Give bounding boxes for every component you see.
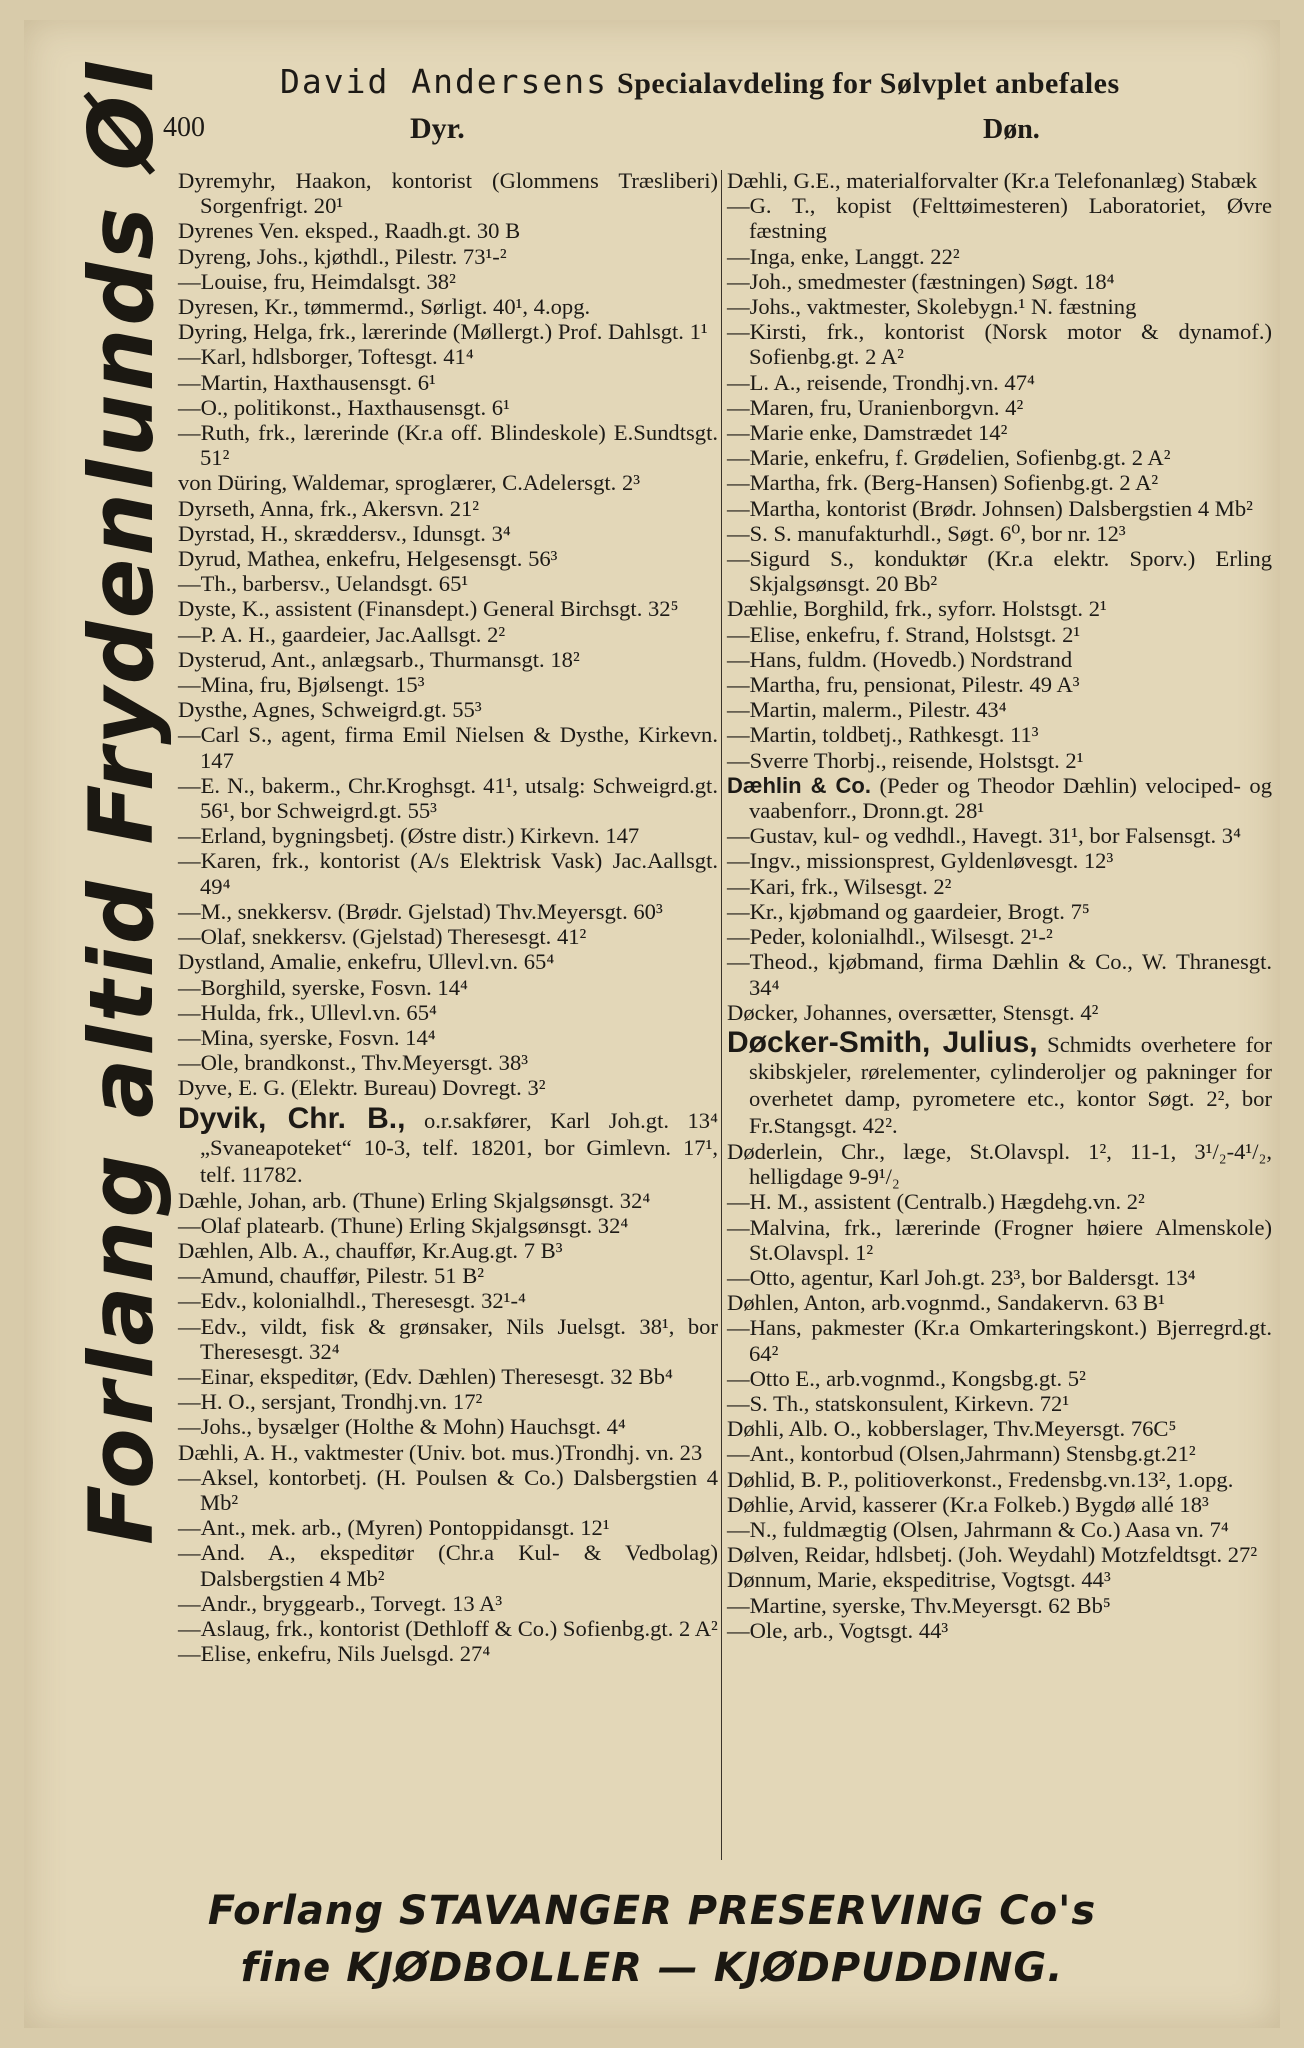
entry-text: —O., politikonst., Haxthausensgt. 6¹: [178, 394, 510, 420]
directory-entry: [727, 521, 1272, 546]
entry-text: —Otto, agentur, Karl Joh.gt. 23³, bor Baldersgt. 13⁴: [727, 1264, 1196, 1290]
directory-entry: [727, 370, 1272, 395]
directory-entry: [178, 848, 718, 898]
page-number: 400: [163, 112, 205, 143]
entry-text: —Hans, fuldm. (Hovedb.) Nordstrand: [727, 646, 1073, 672]
entry-text: Døhlen, Anton, arb.vognmd., Sandakervn. 63 B¹: [727, 1290, 1165, 1316]
directory-entry: [178, 319, 718, 344]
entry-text: —Mina, fru, Bjølsengt. 15³: [178, 672, 425, 698]
entry-text: —S. Th., statskonsulent, Kirkevn. 72¹: [727, 1390, 1070, 1416]
entry-text: Dæhlen, Alb. A., chauffør, Kr.Aug.gt. 7 B³: [178, 1237, 563, 1263]
entry-text: —Martin, Haxthausensgt. 6¹: [178, 369, 436, 395]
directory-entry: [727, 1517, 1272, 1542]
directory-entry: [178, 722, 718, 772]
entry-text: von Düring, Waldemar, sproglærer, C.Adelersgt. 2³: [178, 470, 641, 496]
entry-name: Dyvik, Chr. B.,: [178, 1101, 406, 1135]
directory-entry: [727, 193, 1272, 243]
entry-text: —Malvina, frk., lærerinde (Frogner høiere Almenskole) St.Olavspl. 1²: [727, 1214, 1272, 1265]
directory-entry: [178, 1263, 718, 1288]
directory-entry: [178, 1238, 718, 1263]
directory-entry: [178, 269, 718, 294]
directory-entry: [178, 546, 718, 571]
entry-text: Dyresen, Kr., tømmermd., Sørligt. 40¹, 4.opg.: [178, 294, 591, 320]
entry-text: —Ant., mek. arb., (Myren) Pontoppidansgt. 12¹: [178, 1515, 610, 1541]
directory-entry: [178, 647, 718, 672]
entry-text: —Edv., kolonialhdl., Theresesgt. 32¹-⁴: [178, 1288, 526, 1314]
directory-entry: [727, 420, 1272, 445]
entry-text: —Einar, ekspeditør, (Edv. Dæhlen) Theresesgt. 32 Bb⁴: [178, 1363, 673, 1389]
entry-text: —Th., barbersv., Uelandsgt. 65¹: [178, 571, 469, 597]
directory-entry: [727, 244, 1272, 269]
entry-text: Dysthe, Agnes, Schweigrd.gt. 55³: [178, 697, 482, 723]
entry-text: —Erland, bygningsbetj. (Østre distr.) Kirkevn. 147: [178, 823, 640, 849]
entry-text: —Kirsti, frk., kontorist (Norsk motor & dynamof.) Sofienbg.gt. 2 A²: [727, 319, 1272, 370]
entry-text: —Johs., vaktmester, Skolebygn.¹ N. fæstning: [727, 294, 1137, 320]
bottom-ad-line-2: fine KJØDBOLLER — KJØDPUDDING.: [240, 1945, 1064, 1991]
entry-text: —Karl, hdlsborger, Toftesgt. 41⁴: [178, 344, 474, 370]
entry-text: —Ruth, frk., lærerinde (Kr.a off. Blindeskole) E.Sundtsgt. 51²: [178, 420, 718, 471]
entry-text: —And. A., ekspeditør (Chr.a Kul- & Vedbolag) Dalsbergstien 4 Mb²: [178, 1540, 718, 1591]
entry-text: Dyremyhr, Haakon, kontorist (Glommens Træsliberi) Sorgenfrigt. 20¹: [178, 168, 718, 219]
entry-text: —Amund, chauffør, Pilestr. 51 B²: [178, 1263, 485, 1289]
entry-text: —Olaf, snekkersv. (Gjelstad) Theresesgt. 41²: [178, 924, 587, 950]
entry-text: —Louise, fru, Heimdalsgt. 38²: [178, 268, 456, 294]
directory-entry: [727, 1265, 1272, 1290]
entry-text: Dæhle, Johan, arb. (Thune) Erling Skjalgsønsgt. 32⁴: [178, 1187, 651, 1213]
entry-text: —Olaf platearb. (Thune) Erling Skjalgsønsgt. 32⁴: [178, 1212, 629, 1238]
entry-text: —Martin, toldbetj., Rathkesgt. 11³: [727, 722, 1039, 748]
directory-entry: [178, 773, 718, 823]
entry-text: —Sigurd S., konduktør (Kr.a elektr. Sporv.) Erling Skjalgsønsgt. 20 Bb²: [727, 546, 1272, 597]
entry-text: Døcker, Johannes, oversætter, Stensgt. 4²: [727, 999, 1099, 1025]
directory-entry: [727, 1315, 1272, 1365]
directory-entry: [178, 1050, 718, 1075]
entry-text: Døderlein, Chr., læge, St.Olavspl. 1², 11-1, 3¹/₂-4¹/₂, helligdage 9-9¹/₂: [727, 1138, 1272, 1190]
directory-entry: [178, 1288, 718, 1313]
directory-entry: [727, 924, 1272, 949]
directory-entry: [727, 1618, 1272, 1643]
entry-text: —Ole, arb., Vogtsgt. 44³: [727, 1617, 949, 1643]
entry-text: —Mina, syerske, Fosvn. 14⁴: [178, 1024, 436, 1050]
entry-text: —Otto E., arb.vognmd., Kongsbg.gt. 5²: [727, 1365, 1086, 1391]
directory-entry: [727, 1000, 1272, 1025]
side-advertisement: Forlang altid Frydenlunds Øl: [70, 59, 173, 1545]
directory-entry: [727, 899, 1272, 924]
entry-text: —Maren, fru, Uranienborgvn. 4²: [727, 394, 1024, 420]
entry-text: Dyrseth, Anna, frk., Akersvn. 21²: [178, 495, 480, 521]
entry-text: Døhlid, B. P., politioverkonst., Fredensbg.vn.13², 1.opg.: [727, 1466, 1234, 1492]
entry-text: Dysterud, Ant., anlægsarb., Thurmansgt. 18²: [178, 646, 580, 672]
guide-word-left: Dyr.: [410, 112, 465, 145]
directory-entry: [178, 975, 718, 1000]
directory-entry: [727, 1467, 1272, 1492]
entry-text: Dæhlie, Borghild, frk., syforr. Holstsgt. 2¹: [727, 596, 1107, 622]
directory-entry: [178, 697, 718, 722]
directory-entry: [178, 1465, 718, 1515]
entry-text: —Ingv., missionsprest, Gyldenløvesgt. 12³: [727, 848, 1114, 874]
header-advertisement: [280, 62, 1280, 102]
right-column: [727, 168, 1272, 1643]
entry-text: —Ole, brandkonst., Thv.Meyersgt. 38³: [178, 1050, 529, 1076]
directory-entry: [178, 622, 718, 647]
entry-text: —Inga, enke, Langgt. 22²: [727, 243, 960, 269]
entry-text: Døhli, Alb. O., kobberslager, Thv.Meyersgt. 76C⁵: [727, 1416, 1177, 1442]
entry-text: Schmidts overhetere for skibskjeler, rørelementer, cylinderoljer og pakninger for overhetet damp, pyrometere etc., kontor Søgt. 2², bor Fr.Stangsgt. 42².: [749, 1031, 1272, 1138]
entry-text: —Theod., kjøbmand, firma Dæhlin & Co., W. Thranesgt. 34⁴: [727, 949, 1272, 1000]
directory-entry: [727, 773, 1272, 823]
entry-text: —L. A., reisende, Trondhj.vn. 47⁴: [727, 369, 1035, 395]
directory-entry: [178, 899, 718, 924]
entry-text: —S. S. manufakturhdl., Søgt. 6⁰, bor nr. 12³: [727, 520, 1126, 546]
entry-text: —Karen, frk., kontorist (A/s Elektrisk Vask) Jac.Aallsgt. 49⁴: [178, 848, 718, 899]
entry-text: —Gustav, kul- og vedhdl., Havegt. 31¹, bor Falsensgt. 3⁴: [727, 823, 1241, 849]
directory-entry: [727, 697, 1272, 722]
directory-entry: [178, 420, 718, 470]
directory-entry: [178, 1364, 718, 1389]
guide-word-right: Døn.: [983, 114, 1040, 145]
directory-entry: [727, 445, 1272, 470]
entry-text: Dønnum, Marie, ekspeditrise, Vogtsgt. 44³: [727, 1567, 1111, 1593]
directory-entry: [178, 1440, 718, 1465]
entry-text: Dæhli, G.E., materialforvalter (Kr.a Telefonanlæg) Stabæk: [727, 168, 1258, 193]
directory-entry: [178, 521, 718, 546]
entry-text: Dyrud, Mathea, enkefru, Helgesensgt. 56³: [178, 546, 558, 572]
entry-text: —Marie, enkefru, f. Grødelien, Sofienbg.gt. 2 A²: [727, 445, 1171, 471]
directory-entry: [727, 949, 1272, 999]
directory-entry: [178, 1075, 718, 1100]
entry-text: —Kr., kjøbmand og gaardeier, Brogt. 7⁵: [727, 898, 1090, 924]
directory-entry: [178, 496, 718, 521]
directory-entry: [178, 1213, 718, 1238]
directory-entry: [727, 319, 1272, 369]
entry-text: Dyrenes Ven. eksped., Raadh.gt. 30 B: [178, 218, 521, 244]
header-ad-text: Specialavdeling for Sølvplet anbefales: [617, 67, 1120, 100]
directory-entry: [178, 218, 718, 243]
directory-entry: [178, 1414, 718, 1439]
directory-entry: [178, 244, 718, 269]
entry-text: —N., fuldmægtig (Olsen, Jahrmann & Co.) Aasa vn. 7⁴: [727, 1516, 1229, 1542]
entry-text: Dølven, Reidar, hdlsbetj. (Joh. Weydahl) Motzfeldtsgt. 27²: [727, 1542, 1258, 1568]
entry-text: —Martha, fru, pensionat, Pilestr. 49 A³: [727, 672, 1080, 698]
directory-entry: [178, 1616, 718, 1641]
entry-text: —Edv., vildt, fisk & grønsaker, Nils Juelsgt. 38¹, bor Theresesgt. 32⁴: [178, 1313, 718, 1364]
left-column: [178, 168, 718, 1666]
directory-entry: [727, 722, 1272, 747]
directory-entry: [727, 647, 1272, 672]
entry-text: —Martha, kontorist (Brødr. Johnsen) Dalsbergstien 4 Mb²: [727, 495, 1253, 521]
entry-text: —Ant., kontorbud (Olsen,Jahrmann) Stensbg.gt.21²: [727, 1441, 1196, 1467]
directory-entry: [727, 622, 1272, 647]
entry-text: —Andr., bryggearb., Torvegt. 13 A³: [178, 1590, 503, 1616]
directory-entry: [727, 1139, 1272, 1189]
entry-text: Dyste, K., assistent (Finansdept.) General Birchsgt. 32⁵: [178, 596, 679, 622]
directory-entry: [727, 823, 1272, 848]
entry-text: Dyve, E. G. (Elektr. Bureau) Dovregt. 3²: [178, 1075, 546, 1101]
entry-text: —Elise, enkefru, Nils Juelsgd. 27⁴: [178, 1641, 491, 1667]
directory-entry: [178, 949, 718, 974]
entry-text: —Hulda, frk., Ullevl.vn. 65⁴: [178, 999, 437, 1025]
directory-entry: [727, 395, 1272, 420]
directory-entry: [727, 1290, 1272, 1315]
entry-text: —Martin, malerm., Pilestr. 43⁴: [727, 697, 1007, 723]
entry-text: Dyrstad, H., skræddersv., Idunsgt. 3⁴: [178, 520, 511, 546]
directory-entry: [727, 1567, 1272, 1592]
entry-text: —Martine, syerske, Thv.Meyersgt. 62 Bb⁵: [727, 1592, 1111, 1618]
directory-entry: [727, 1215, 1272, 1265]
directory-entry: [727, 1391, 1272, 1416]
directory-entry: [178, 1591, 718, 1616]
directory-entry: [178, 1188, 718, 1213]
directory-entry: [178, 370, 718, 395]
entry-text: —Johs., bysælger (Holthe & Mohn) Hauchsgt. 4⁴: [178, 1414, 626, 1440]
directory-entry: [178, 1389, 718, 1414]
directory-entry: [727, 848, 1272, 873]
directory-entry: [727, 1492, 1272, 1517]
entry-text: Dyreng, Johs., kjøthdl., Pilestr. 73¹-²: [178, 243, 507, 269]
entry-text: —Aslaug, frk., kontorist (Dethloff & Co.) Sofienbg.gt. 2 A²: [178, 1615, 718, 1641]
entry-text: —Peder, kolonialhdl., Wilsesgt. 2¹-²: [727, 924, 1053, 950]
directory-entry: [727, 1189, 1272, 1214]
directory-entry: [727, 269, 1272, 294]
directory-entry: [178, 1025, 718, 1050]
entry-text: —H. M., assistent (Centralb.) Hægdehg.vn. 2²: [727, 1189, 1145, 1215]
entry-text: —Marie enke, Damstrædet 14²: [727, 420, 1008, 446]
directory-entry: [178, 823, 718, 848]
entry-text: —E. N., bakerm., Chr.Kroghsgt. 41¹, utsalg: Schweigrd.gt. 56¹, bor Schweigrd.gt. 55³: [178, 772, 718, 824]
entry-text: —Sverre Thorbj., reisende, Holstsgt. 2¹: [727, 747, 1084, 773]
header-ad-name: David Andersens: [280, 62, 609, 101]
directory-entry: [178, 1314, 718, 1364]
directory-entry: [727, 294, 1272, 319]
directory-entry: [727, 546, 1272, 596]
entry-text: o.r.sakfører, Karl Joh.gt. 13⁴ „Svaneapoteket“ 10-3, telf. 18201, bor Gimlevn. 17¹, telf. 11782.: [200, 1107, 718, 1187]
directory-entry: [727, 1416, 1272, 1441]
entry-text: —H. O., sersjant, Trondhj.vn. 17²: [178, 1389, 483, 1415]
entry-name: Døcker-Smith, Julius,: [727, 1025, 1038, 1059]
entry-text: Dystland, Amalie, enkefru, Ullevl.vn. 65⁴: [178, 949, 555, 975]
entry-text: —Aksel, kontorbetj. (H. Poulsen & Co.) Dalsbergstien 4 Mb²: [178, 1464, 718, 1515]
directory-entry: [727, 1542, 1272, 1567]
column-divider: [721, 170, 722, 1860]
directory-entry: [178, 470, 718, 495]
directory-entry: [178, 344, 718, 369]
directory-entry: [727, 496, 1272, 521]
directory-entry: [727, 1366, 1272, 1391]
entry-text: Døhlie, Arvid, kasserer (Kr.a Folkeb.) Bygdø allé 18³: [727, 1491, 1209, 1517]
entry-text: —Kari, frk., Wilsesgt. 2²: [727, 873, 952, 899]
directory-entry: [727, 672, 1272, 697]
entry-text: —Borghild, syerske, Fosvn. 14⁴: [178, 974, 468, 1000]
directory-entry: [178, 1101, 718, 1188]
entry-text: —Joh., smedmester (fæstningen) Søgt. 18⁴: [727, 268, 1115, 294]
entry-text: (Peder og Theodor Dæhlin) velociped- og vaabenforr., Dronn.gt. 28¹: [749, 772, 1272, 824]
directory-entry: [727, 596, 1272, 621]
entry-text: —Martha, frk. (Berg-Hansen) Sofienbg.gt. 2 A²: [727, 470, 1159, 496]
directory-entry: [178, 1641, 718, 1666]
directory-entry: [178, 1515, 718, 1540]
entry-text: Dyring, Helga, frk., lærerinde (Møllergt.) Prof. Dahlsgt. 1¹: [178, 319, 708, 345]
directory-entry: [727, 1025, 1272, 1139]
entry-text: —Carl S., agent, firma Emil Nielsen & Dysthe, Kirkevn. 147: [178, 722, 718, 773]
directory-entry: [178, 672, 718, 697]
entry-text: —M., snekkersv. (Brødr. Gjelstad) Thv.Meyersgt. 60³: [178, 898, 663, 924]
entry-text: —G. T., kopist (Felttøimesteren) Laboratoriet, Øvre fæstning: [727, 193, 1272, 244]
entry-text: —Elise, enkefru, f. Strand, Holstsgt. 2¹: [727, 621, 1081, 647]
directory-entry: [178, 294, 718, 319]
entry-name: Dæhlin & Co.: [727, 772, 871, 798]
directory-entry: [178, 596, 718, 621]
directory-entry: [727, 748, 1272, 773]
bottom-ad-line-1: Forlang STAVANGER PRESERVING Co's: [207, 1888, 1097, 1934]
entry-text: Dæhli, A. H., vaktmester (Univ. bot. mus.)Trondhj. vn. 23: [178, 1439, 703, 1465]
directory-entry: [727, 168, 1272, 193]
entry-text: —P. A. H., gaardeier, Jac.Aallsgt. 2²: [178, 621, 506, 647]
directory-entry: [727, 874, 1272, 899]
directory-entry: [727, 1441, 1272, 1466]
directory-entry: [178, 571, 718, 596]
directory-entry: [178, 168, 718, 218]
directory-entry: [178, 395, 718, 420]
entry-text: —Hans, pakmester (Kr.a Omkarteringskont.) Bjerregrd.gt. 64²: [727, 1315, 1272, 1366]
directory-entry: [727, 470, 1272, 495]
directory-entry: [178, 924, 718, 949]
directory-entry: [727, 1593, 1272, 1618]
directory-entry: [178, 1540, 718, 1590]
directory-entry: [178, 1000, 718, 1025]
